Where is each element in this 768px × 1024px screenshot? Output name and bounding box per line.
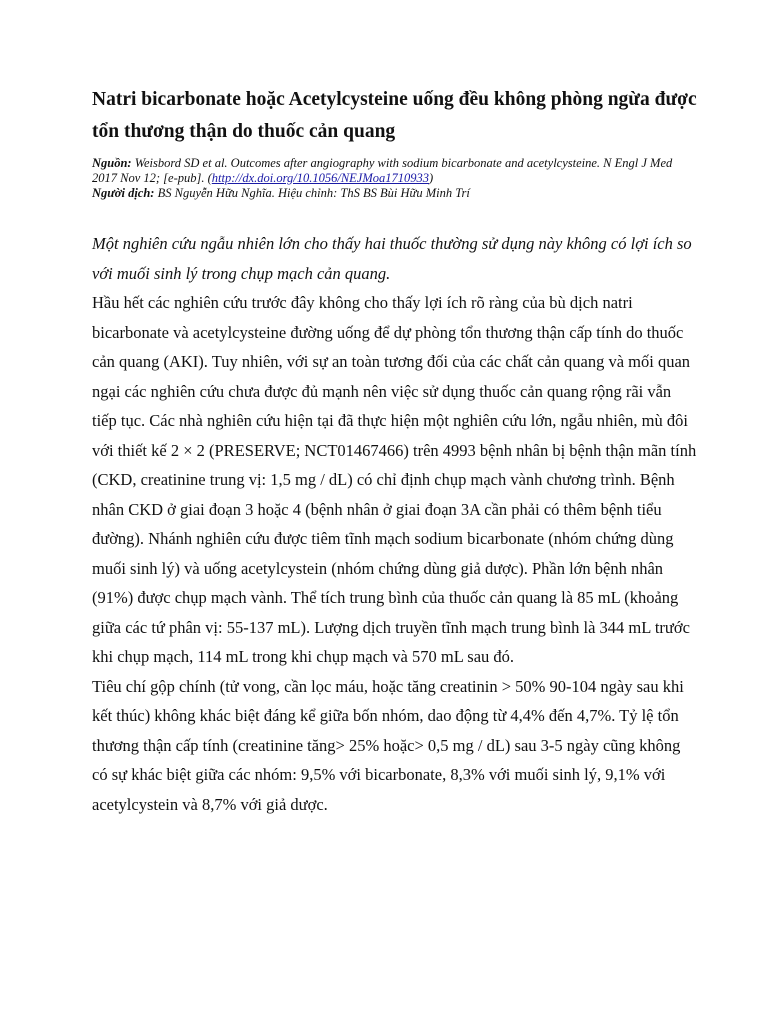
body-paragraph-1: Hầu hết các nghiên cứu trước đây không cho thấy lợi ích rõ ràng của bù dịch natri bicarbonate và acetylcysteine đường uống để dự phòng tổn thương thận cấp tính do thuốc cản quang (AKI). Tuy nhiên, với sự an toàn tương đối của các chất cản quang và mối quan ngại các nghiên cứu chưa được đủ mạnh nên việc sử dụng thuốc cản quang rộng rãi vẫn tiếp tục. Các nhà nghiên cứu hiện tại đã thực hiện một nghiên cứu lớn, ngẫu nhiên, mù đôi với thiết kế 2 × 2 (PRESERVE; NCT01467466) trên 4993 bệnh nhân bị bệnh thận mãn tính (CKD, creatinine trung vị: 1,5 mg / dL) có chỉ định chụp mạch vành chương trình. Bệnh nhân CKD ở giai đoạn 3 hoặc 4 (bệnh nhân ở giai đoạn 3A cần phải có thêm bệnh tiểu đường). Nhánh nghiên cứu được tiêm tĩnh mạch sodium bicarbonate (nhóm chứng dùng muối sinh lý) và uống acetylcystein (nhóm chứng dùng giả dược). Phần lớn bệnh nhân (91%) được chụp mạch vành. Thể tích trung bình của thuốc cản quang là 85 mL (khoảng giữa các tứ phân vị: 55-137 mL). Lượng dịch truyền tĩnh mạch trung bình là 344 mL trước khi chụp mạch, 114 mL trong khi chụp mạch và 570 mL sau đó. <box>92 293 697 666</box>
lead-paragraph: Một nghiên cứu ngẫu nhiên lớn cho thấy hai thuốc thường sử dụng này không có lợi ích so với muối sinh lý trong chụp mạch cản quang. <box>92 234 692 283</box>
translator-line <box>92 186 698 201</box>
source-label: Nguồn: <box>92 156 132 170</box>
source-citation: Weisbord SD et al. Outcomes after angiography with sodium bicarbonate and acetylcysteine. N Engl J Med 2017 Nov 12; [e-pub]. ( <box>92 156 673 185</box>
source-close: ) <box>429 171 434 185</box>
translator-label: Người dịch: <box>92 186 155 200</box>
translator-text: BS Nguyễn Hữu Nghĩa. Hiệu chỉnh: ThS BS Bùi Hữu Minh Trí <box>154 186 470 200</box>
doi-link[interactable]: http://dx.doi.org/10.1056/NEJMoa1710933 <box>211 171 430 185</box>
body-paragraph-2: Tiêu chí gộp chính (tử vong, cần lọc máu, hoặc tăng creatinin > 50% 90-104 ngày sau khi kết thúc) không khác biệt đáng kể giữa bốn nhóm, dao động từ 4,4% đến 4,7%. Tỷ lệ tổn thương thận cấp tính (creatinine tăng> 25% hoặc> 0,5 mg / dL) sau 3-5 ngày cũng không có sự khác biệt giữa các nhóm: 9,5% với bicarbonate, 8,3% với muối sinh lý, 9,1% với acetylcystein và 8,7% với giả dược. <box>92 676 684 814</box>
article-meta <box>92 156 698 201</box>
document-page <box>92 84 698 819</box>
article-title: Natri bicarbonate hoặc Acetylcysteine uống đều không phòng ngừa được tổn thương thận do thuốc cản quang <box>92 89 697 142</box>
source-line <box>92 156 698 186</box>
